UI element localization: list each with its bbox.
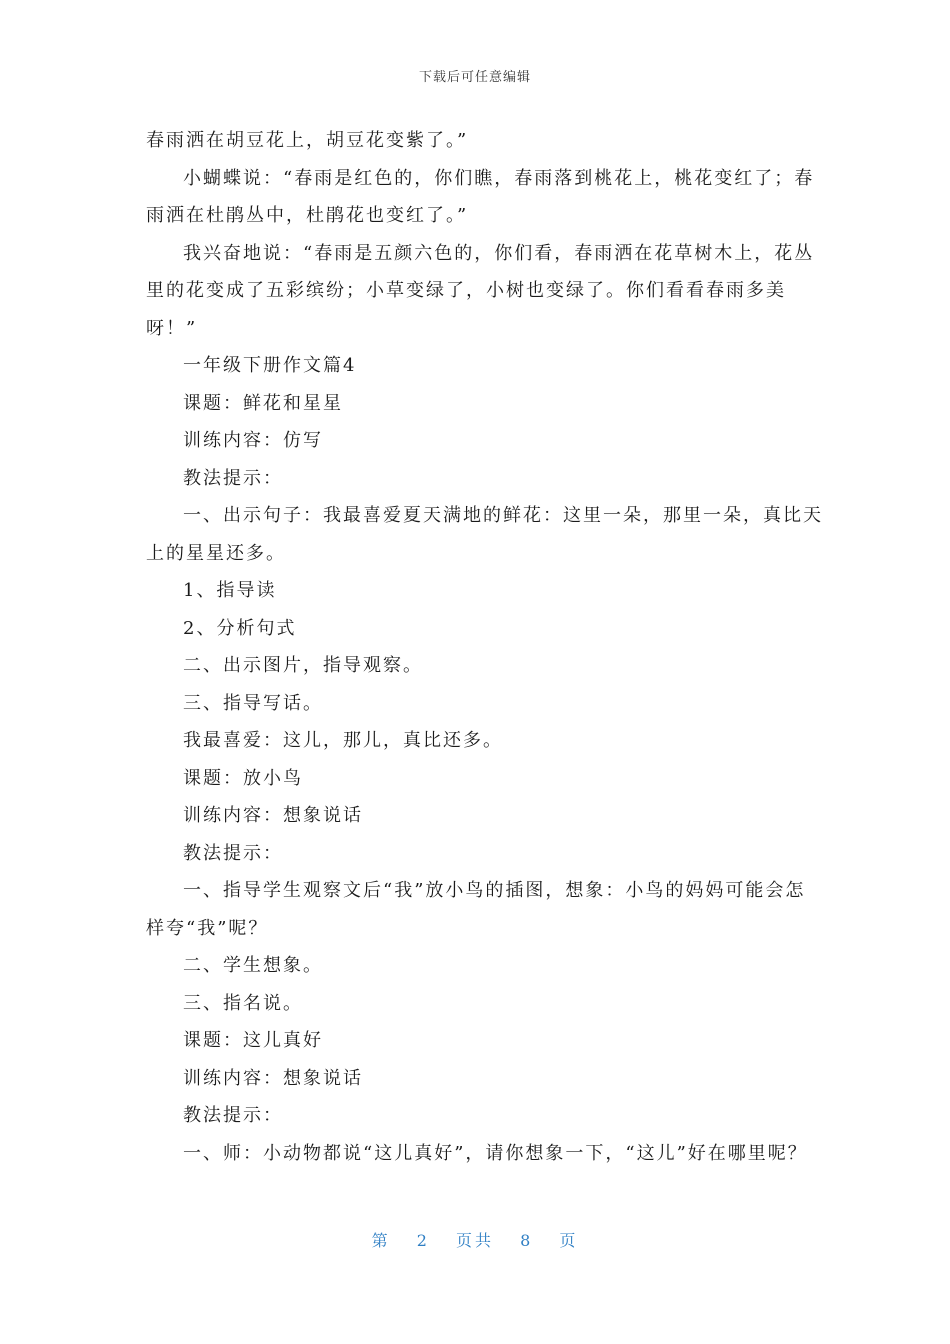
- text-line: 一、师：小动物都说“这儿真好”，请你想象一下，“这儿”好在哪里呢？: [183, 1142, 808, 1164]
- page-header: 下载后可任意编辑: [418, 70, 531, 85]
- footer-prefix: 第: [371, 1231, 391, 1250]
- text-line: 我兴奋地说：“春雨是五颜六色的，你们看，春雨洒在花草树木上，花丛: [183, 242, 815, 264]
- text-line: 一、指导学生观察文后“我”放小鸟的插图，想象：小鸟的妈妈可能会怎: [183, 880, 806, 901]
- text-line: 三、指名说。: [183, 992, 303, 1014]
- text-line: 二、出示图片，指导观察。: [183, 655, 423, 676]
- text-line: 训练内容：想象说话: [183, 1067, 363, 1089]
- footer-current-page: 2: [416, 1231, 430, 1250]
- text-line: 训练内容：仿写: [183, 430, 323, 451]
- text-line: 呀！”: [146, 317, 198, 339]
- text-line: 教法提示：: [183, 842, 283, 864]
- text-line: 雨洒在杜鹃丛中，杜鹃花也变红了。”: [146, 205, 469, 226]
- text-line: 三、指导写话。: [183, 692, 323, 714]
- text-line: 春雨洒在胡豆花上，胡豆花变紫了。”: [146, 130, 469, 151]
- text-line: 教法提示：: [183, 1105, 283, 1126]
- text-line: 1、指导读: [183, 580, 277, 601]
- text-line: 课题：放小鸟: [183, 767, 303, 789]
- text-line: 2、分析句式: [183, 617, 297, 639]
- text-line: 二、学生想象。: [183, 955, 323, 976]
- footer-middle: 页共: [455, 1231, 494, 1250]
- text-line: 我最喜爱：这儿，那儿，真比还多。: [183, 730, 503, 751]
- text-line: 小蝴蝶说：“春雨是红色的，你们瞧，春雨落到桃花上，桃花变红了；春: [183, 167, 815, 189]
- document-body: [146, 122, 823, 1172]
- text-line: 课题：这儿真好: [183, 1030, 323, 1051]
- text-line: 训练内容：想象说话: [183, 805, 363, 826]
- footer-suffix: 页: [559, 1231, 579, 1250]
- text-line: 上的星星还多。: [146, 542, 286, 564]
- text-line: 样夸“我”呢？: [146, 917, 269, 939]
- text-line: 一年级下册作文篇4: [183, 355, 357, 376]
- text-line: 教法提示：: [183, 467, 283, 489]
- text-line: 课题：鲜花和星星: [183, 392, 343, 414]
- text-line: 里的花变成了五彩缤纷；小草变绿了，小树也变绿了。你们看看春雨多美: [146, 280, 786, 301]
- text-line: 一、出示句子：我最喜爱夏天满地的鲜花：这里一朵，那里一朵，真比天: [183, 505, 823, 526]
- footer-total-pages: 8: [520, 1231, 534, 1250]
- page-footer: [0, 1228, 950, 1251]
